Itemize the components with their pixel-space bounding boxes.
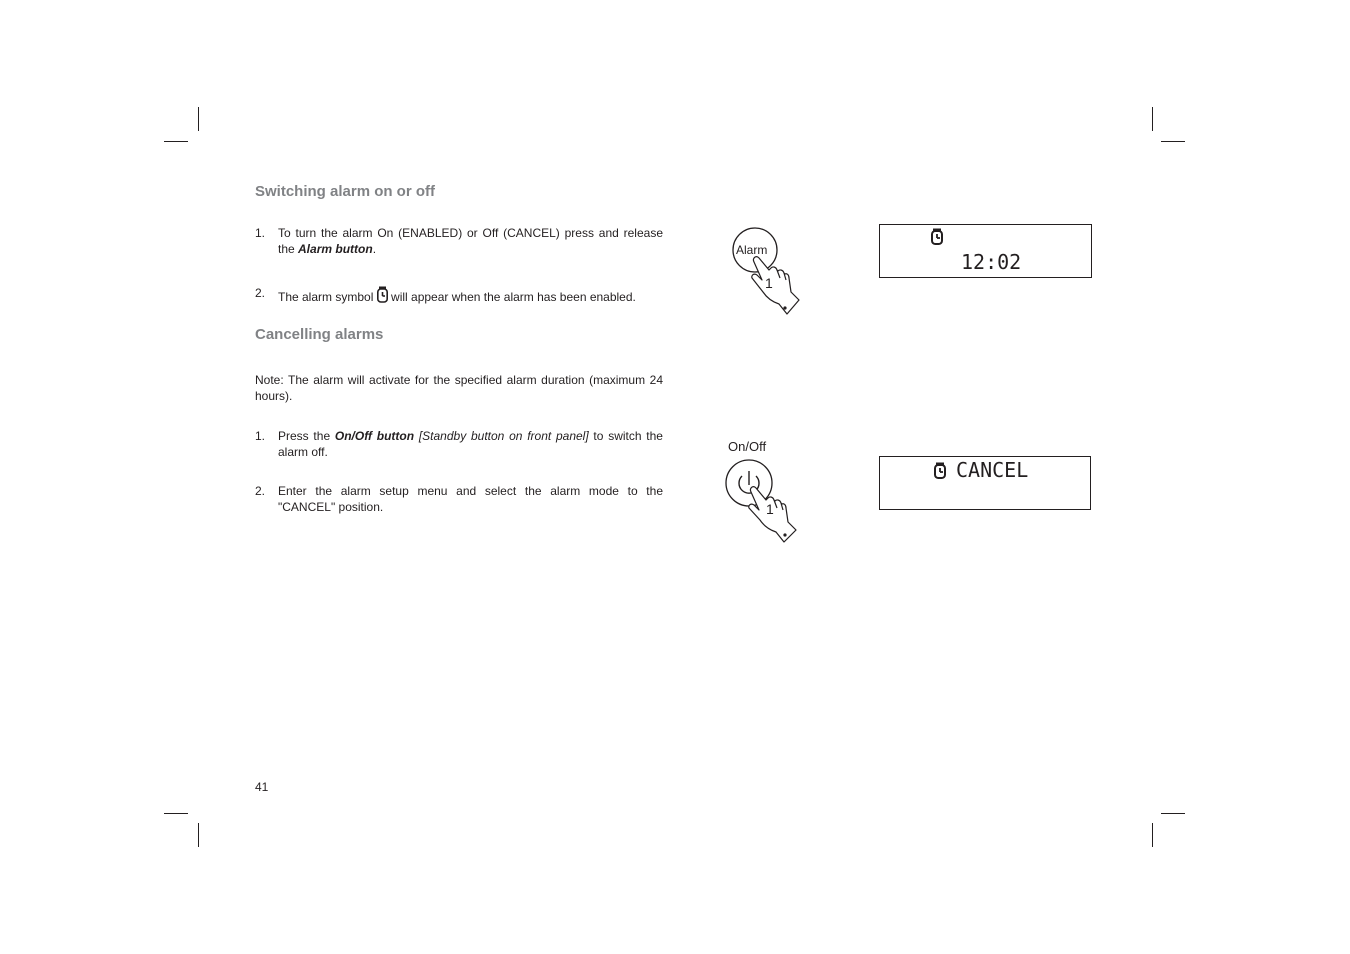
item-text: .	[372, 241, 377, 256]
alarm-button-term: Alarm button	[298, 241, 373, 256]
crop-mark	[1161, 141, 1185, 142]
onoff-label: On/Off	[728, 439, 767, 454]
lcd-time: 12:02	[961, 250, 1022, 274]
standby-note: [Standby button on front panel]	[414, 429, 589, 443]
alarm-clock-icon	[931, 228, 943, 250]
item-text: To turn the alarm On (ENABLED) or Off (CANCEL) press and release the	[278, 226, 663, 256]
list-item	[278, 286, 663, 308]
list-number: 1.	[255, 429, 266, 443]
page-number: 41	[255, 780, 269, 794]
crop-mark	[164, 141, 188, 142]
note-text: Note: The alarm will activate for the specified alarm duration (maximum 24 hours).	[255, 373, 663, 403]
crop-mark	[198, 107, 199, 131]
list-number: 2.	[255, 484, 266, 498]
crop-mark	[164, 813, 188, 814]
lcd-display-cancel	[879, 456, 1091, 510]
list-item	[278, 429, 663, 460]
lcd-cancel-text: CANCEL	[956, 458, 1029, 482]
section-heading-switching: Switching alarm on or off	[255, 183, 436, 200]
list-item	[278, 226, 663, 257]
crop-mark	[1161, 813, 1185, 814]
alarm-clock-icon	[377, 286, 388, 308]
lcd-display-time	[879, 224, 1092, 278]
crop-mark	[1152, 823, 1153, 847]
list-item: Enter the alarm setup menu and select the alarm mode to the "CANCEL" position.	[278, 484, 663, 514]
item-text: to switch the alarm off.	[278, 429, 663, 459]
section-heading-cancelling: Cancelling alarms	[255, 326, 384, 343]
item-text: will appear when the alarm has been enabled.	[387, 290, 636, 304]
list-number: 2.	[255, 286, 266, 300]
step-number: 1	[766, 501, 774, 517]
onoff-button-term: On/Off button	[334, 429, 415, 443]
step-number: 1	[765, 275, 773, 291]
crop-mark	[198, 823, 199, 847]
list-number: 1.	[255, 226, 266, 240]
crop-mark	[1152, 107, 1153, 131]
onoff-button-illustration	[720, 455, 810, 547]
item-text: The alarm symbol	[278, 290, 377, 304]
pressing-finger-icon	[752, 257, 799, 314]
alarm-clock-icon	[934, 462, 946, 484]
item-text: Press the	[278, 429, 335, 443]
alarm-button-label: Alarm	[736, 243, 768, 257]
alarm-button-illustration	[725, 222, 810, 322]
